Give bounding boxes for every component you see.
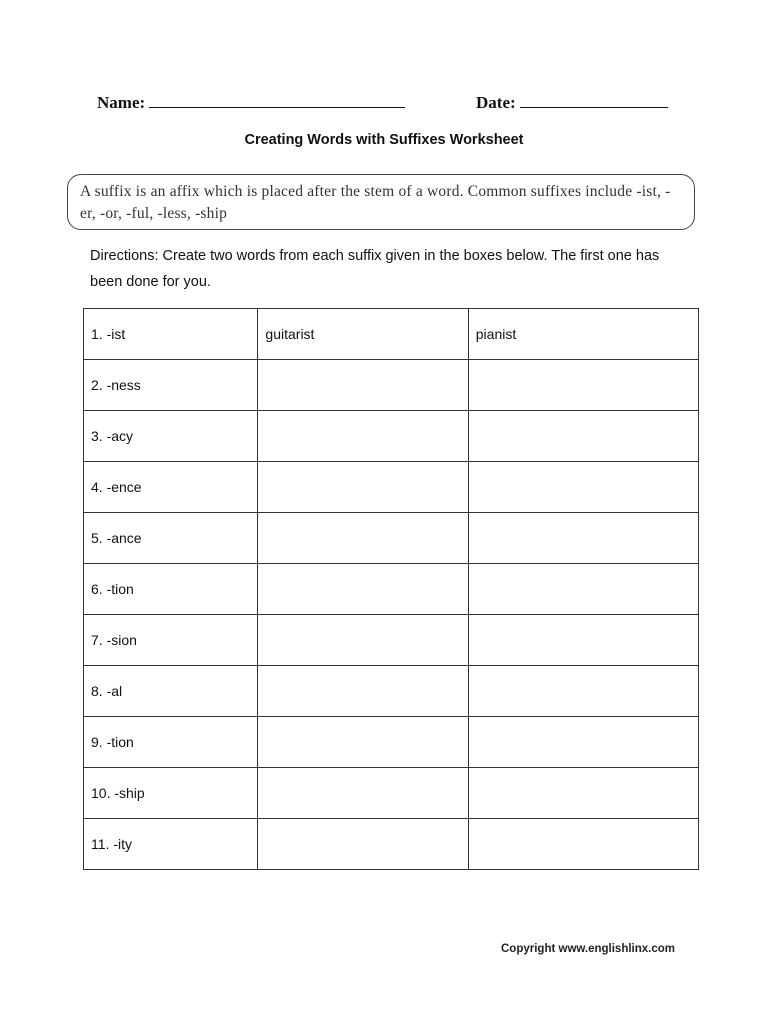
word1-cell[interactable] (258, 411, 468, 462)
word2-cell[interactable] (468, 411, 698, 462)
suffix-cell: 5. -ance (84, 513, 258, 564)
suffix-cell: 2. -ness (84, 360, 258, 411)
suffix-cell: 10. -ship (84, 768, 258, 819)
word2-cell[interactable] (468, 717, 698, 768)
word2-cell[interactable] (468, 360, 698, 411)
word1-cell[interactable] (258, 564, 468, 615)
table-row (84, 666, 699, 717)
suffix-cell: 4. -ence (84, 462, 258, 513)
suffix-cell: 1. -ist (84, 309, 258, 360)
suffix-table (83, 308, 699, 870)
word2-cell[interactable]: pianist (468, 309, 698, 360)
table-row (84, 360, 699, 411)
name-label: Name: (97, 93, 146, 112)
directions-text: Directions: Create two words from each suffix given in the boxes below. The first one has been done for you. (90, 248, 660, 290)
suffix-definition-box: A suffix is an affix which is placed after the stem of a word. Common suffixes include -ist, -er, -or, -ful, -less, -ship (67, 174, 695, 230)
table-row (84, 309, 699, 360)
suffix-cell: 11. -ity (84, 819, 258, 870)
table-row (84, 717, 699, 768)
date-blank-line[interactable] (520, 93, 668, 108)
table-row (84, 768, 699, 819)
word2-cell[interactable] (468, 819, 698, 870)
word1-cell[interactable] (258, 615, 468, 666)
table-row (84, 819, 699, 870)
word1-cell[interactable] (258, 462, 468, 513)
table-row (84, 615, 699, 666)
table-row (84, 411, 699, 462)
worksheet-title: Creating Words with Suffixes Worksheet (244, 132, 524, 148)
copyright-text: Copyright www.englishlinx.com (501, 943, 676, 955)
suffix-cell: 6. -tion (84, 564, 258, 615)
word1-cell[interactable] (258, 768, 468, 819)
suffix-cell: 9. -tion (84, 717, 258, 768)
word1-cell[interactable] (258, 360, 468, 411)
suffix-cell: 3. -acy (84, 411, 258, 462)
word1-cell[interactable]: guitarist (258, 309, 468, 360)
suffix-cell: 8. -al (84, 666, 258, 717)
name-blank-line[interactable] (149, 93, 405, 108)
word2-cell[interactable] (468, 462, 698, 513)
word2-cell[interactable] (468, 564, 698, 615)
name-field[interactable] (97, 93, 405, 113)
word1-cell[interactable] (258, 717, 468, 768)
table-row (84, 513, 699, 564)
word2-cell[interactable] (468, 768, 698, 819)
word2-cell[interactable] (468, 615, 698, 666)
table-row (84, 564, 699, 615)
word2-cell[interactable] (468, 513, 698, 564)
table-row (84, 462, 699, 513)
word1-cell[interactable] (258, 666, 468, 717)
word2-cell[interactable] (468, 666, 698, 717)
suffix-cell: 7. -sion (84, 615, 258, 666)
date-label: Date: (476, 93, 516, 112)
date-field[interactable] (476, 93, 668, 113)
word1-cell[interactable] (258, 819, 468, 870)
word1-cell[interactable] (258, 513, 468, 564)
